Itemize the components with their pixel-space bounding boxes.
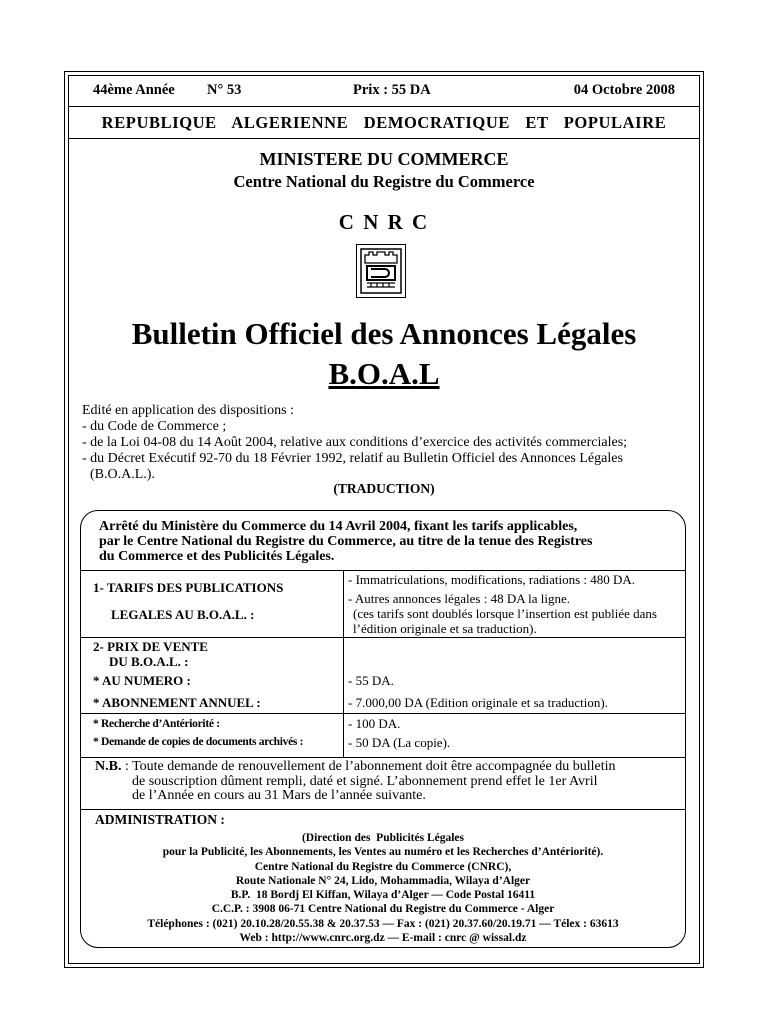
sale-price-label: 2- PRIX DE VENTE bbox=[93, 639, 208, 654]
table-divider bbox=[81, 570, 685, 571]
administration-address bbox=[81, 831, 685, 945]
page-frame bbox=[64, 71, 704, 968]
bulletin-acronym bbox=[69, 356, 699, 392]
copies-value: - 50 DA (La copie). bbox=[348, 735, 451, 750]
legal-basis-line: Edité en application des dispositions : bbox=[82, 403, 294, 418]
address-line: B.P. 18 Bordj El Kiffan, Wilaya d’Alger — Code Postal 16411 bbox=[230, 889, 536, 902]
tariff-box bbox=[80, 510, 686, 948]
inner-frame bbox=[68, 75, 700, 964]
centre-name: Centre National du Registre du Commerce bbox=[233, 172, 535, 191]
address-line: Route Nationale N° 24, Lido, Mohammadia, Wilaya d’Alger bbox=[235, 874, 531, 887]
legal-basis-line: - de la Loi 04-08 du 14 Août 2004, relative aux conditions d’exercice des activités commerciales; bbox=[82, 435, 628, 450]
search-label: * Recherche d’Antériorité : bbox=[93, 718, 220, 730]
acronym: C N R C bbox=[338, 210, 430, 234]
boal-label: B.O.A.L bbox=[328, 356, 440, 391]
bulletin-title: Bulletin Officiel des Annonces Légales bbox=[131, 316, 637, 351]
address-line: Centre National du Registre du Commerce (CNRC), bbox=[254, 860, 512, 873]
cnrc-logo-icon bbox=[357, 245, 405, 297]
legal-basis-line: - du Décret Exécutif 92-70 du 18 Février 1992, relatif au Bulletin Officiel des Annonces Légales bbox=[82, 451, 623, 466]
issue-price: Prix : 55 DA bbox=[353, 82, 431, 98]
arrete-line: Arrêté du Ministère du Commerce du 14 Avril 2004, fixant les tarifs applicables, bbox=[99, 519, 578, 534]
issue-year: 44ème Année bbox=[93, 82, 175, 98]
ministry-name: MINISTERE DU COMMERCE bbox=[259, 149, 509, 169]
nb-line: de souscription dûment rempli, daté et signé. L’abonnement prend effet le 1er Avril bbox=[132, 773, 598, 789]
issue-header bbox=[69, 76, 699, 107]
administration-heading: ADMINISTRATION : bbox=[95, 812, 225, 827]
address-line: Web : http://www.cnrc.org.dz — E-mail : cnrc @ wissal.dz bbox=[239, 932, 527, 945]
traduction-label: (TRADUCTION) bbox=[333, 481, 435, 496]
address-line: (Direction des Publicités Légales bbox=[301, 832, 465, 844]
tariff-publications-value: - Immatriculations, modifications, radiations : 480 DA. bbox=[348, 572, 636, 587]
tariff-publications-label: 1- TARIFS DES PUBLICATIONS bbox=[93, 580, 284, 595]
table-column-divider bbox=[343, 570, 344, 757]
nb-label: N.B. bbox=[95, 759, 122, 774]
tariff-publications-label-2: LEGALES AU B.O.A.L. : bbox=[111, 607, 255, 622]
nb-line: de l’Année en cours au 31 Mars de l’année suivante. bbox=[132, 788, 426, 803]
annual-subscription-label: * ABONNEMENT ANNUEL : bbox=[93, 695, 261, 710]
nb-line: : Toute demande de renouvellement de l’abonnement doit être accompagnée du bulletin bbox=[121, 759, 616, 774]
single-issue-value: - 55 DA. bbox=[348, 673, 394, 688]
address-line: pour la Publicité, les Abonnements, les Ventes au numéro et les Recherches d’Antériorité). bbox=[162, 846, 604, 859]
tariff-publications-value: (ces tarifs sont doublés lorsque l’insertion est publiée dans bbox=[353, 606, 657, 621]
arrete-line: par le Centre National du Registre du Commerce, au titre de la tenue des Registres bbox=[99, 534, 593, 549]
republic-banner: REPUBLIQUE ALGERIENNE DEMOCRATIQUE ET POPULAIRE bbox=[69, 108, 699, 139]
issue-date: 04 Octobre 2008 bbox=[573, 82, 675, 98]
address-line: C.C.P. : 3908 06-71 Centre National du Registre du Commerce - Alger bbox=[211, 903, 555, 916]
legal-basis-line: - du Code de Commerce ; bbox=[82, 419, 227, 434]
table-divider bbox=[81, 809, 685, 810]
legal-basis-line: (B.O.A.L.). bbox=[90, 467, 155, 482]
nb-note bbox=[95, 760, 615, 804]
single-issue-label: * AU NUMERO : bbox=[93, 673, 191, 688]
copies-label: * Demande de copies de documents archivés : bbox=[93, 736, 304, 748]
legal-basis bbox=[82, 403, 627, 483]
arrete-line: du Commerce et des Publicités Légales. bbox=[99, 549, 335, 564]
table-divider bbox=[81, 637, 685, 638]
table-divider bbox=[81, 713, 685, 714]
tariff-publications-value: - Autres annonces légales : 48 DA la ligne. bbox=[348, 591, 571, 606]
annual-subscription-value: - 7.000,00 DA (Edition originale et sa traduction). bbox=[348, 695, 608, 710]
issue-number: N° 53 bbox=[207, 82, 242, 98]
table-divider bbox=[81, 757, 685, 758]
address-line: Téléphones : (021) 20.10.28/20.55.38 & 20.37.53 — Fax : (021) 20.37.60/20.19.71 — Télex : 63613 bbox=[147, 917, 619, 930]
tariff-publications-value: l’édition originale et sa traduction). bbox=[353, 621, 537, 636]
sale-price-label-2: DU B.O.A.L. : bbox=[109, 654, 189, 669]
arrete-text bbox=[99, 519, 592, 564]
cnrc-logo bbox=[356, 244, 406, 298]
search-value: - 100 DA. bbox=[348, 716, 401, 731]
